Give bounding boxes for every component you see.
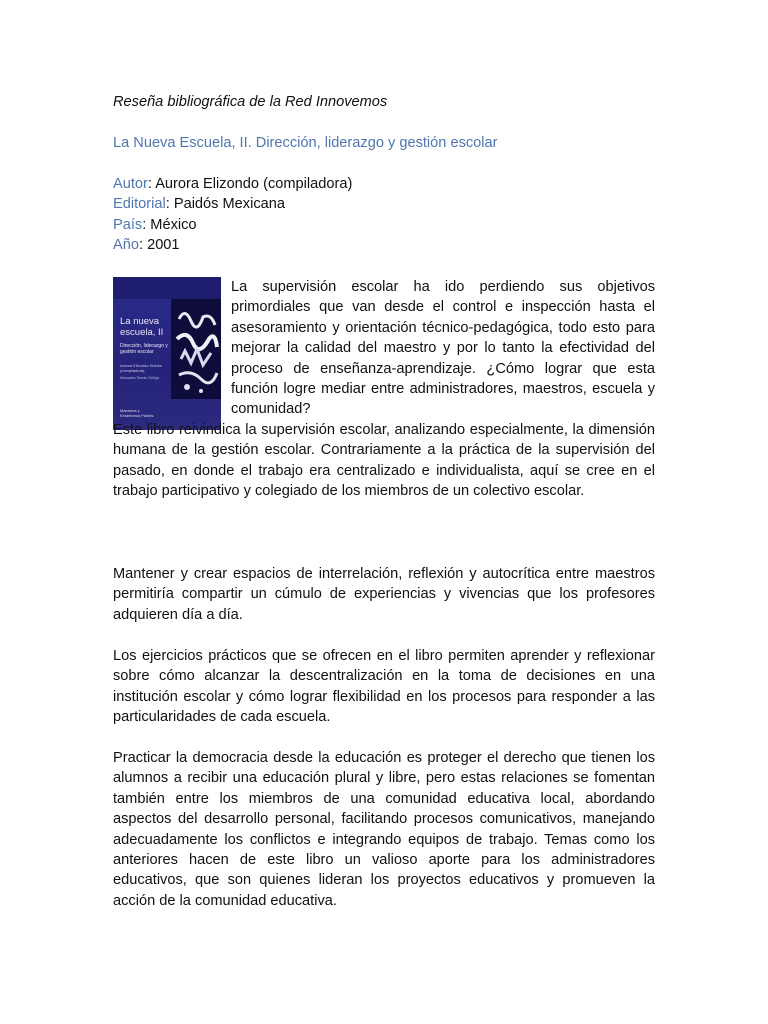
meta-country (113, 215, 352, 235)
review-paragraph: Practicar la democracia desde la educación es proteger el derecho que tienen los alumnos a recibir una educación plural y libre, pero estas relaciones se fomentan también entre los miembros de una comunidad educativa local, abordando aspectos del desarrollo personal, facilitando procesos comunicativos, manejando adecuadamente los conflictos e integrando equipos de trabajo. Temas como los anteriores hacen de este libro un valioso aporte para los administradores educativos, que son quienes lideran los proyectos educativos y promueven la acción de la comunidad educativa. (113, 750, 655, 909)
meta-author (113, 174, 352, 194)
review-paragraph: Este libro reivindica la supervisión escolar, analizando especialmente, la dimensión humana de la gestión escolar. Contrariamente a la práctica de la supervisión del pasado, en donde el trabajo era centralizado e individualista, aquí se cree en el trabajo participativo y colegiado de los miembros de un colectivo escolar. (113, 422, 655, 500)
meta-label: Autor (113, 176, 148, 192)
cover-title-line1: La nueva (120, 316, 160, 327)
meta-label: País (113, 216, 143, 233)
meta-label: Año (113, 237, 139, 254)
cover-top-band (113, 277, 221, 299)
meta-year (113, 235, 352, 255)
cover-prologue: Manuales Tomás Zúñiga (120, 376, 160, 380)
meta-publisher (113, 194, 352, 214)
book-cover-image (113, 277, 221, 430)
cover-title-line2: escuela, II (120, 327, 164, 338)
cover-artwork-icon (171, 299, 221, 399)
review-paragraph: Mantener y crear espacios de interrelación, reflexión y autocrítica entre maestros permitiría compartir un cúmulo de experiencias y vivencias que los profesores adquieren día a día. (113, 566, 655, 623)
meta-value: : 2001 (138, 237, 180, 254)
cover-author: Aurora Elizondo Huerta (compiladora) (120, 363, 162, 373)
review-paragraph: La supervisión escolar ha ido perdiendo sus objetivos primordiales que van desde el control e inspección hasta el asesoramiento y orientación técnico-pedagógica, todo esto para mejorar la calidad del maestro y por lo tanto la efectividad del proceso de enseñanza-aprendizaje. ¿Cómo lograr que esta función logre mediar entre administradores, maestros, escuela y comunidad? (231, 279, 655, 418)
review-paragraph: Los ejercicios prácticos que se ofrecen en el libro permiten aprender y reflexionar sobre cómo alcanzar la descentralización en la toma de decisiones en una institución escolar y cómo lograr flexibilidad en los procesos para responder a las particularidades de cada escuela. (113, 648, 655, 726)
meta-value: : Paidós Mexicana (165, 196, 285, 213)
meta-label: Editorial (113, 196, 166, 213)
cover-subtitle: Dirección, liderazgo y gestión escolar (120, 343, 168, 355)
meta-value: : Aurora Elizondo (compiladora) (147, 176, 353, 192)
document-type: Reseña bibliográfica de la Red Innovemos (113, 94, 388, 110)
cover-publisher: Maestros y Enseñanza Paidós (120, 408, 154, 418)
meta-value: : México (142, 216, 197, 233)
decorative-artwork-icon (171, 299, 221, 399)
book-title: La Nueva Escuela, II. Dirección, liderazgo y gestión escolar (113, 135, 498, 151)
book-metadata (113, 174, 352, 256)
